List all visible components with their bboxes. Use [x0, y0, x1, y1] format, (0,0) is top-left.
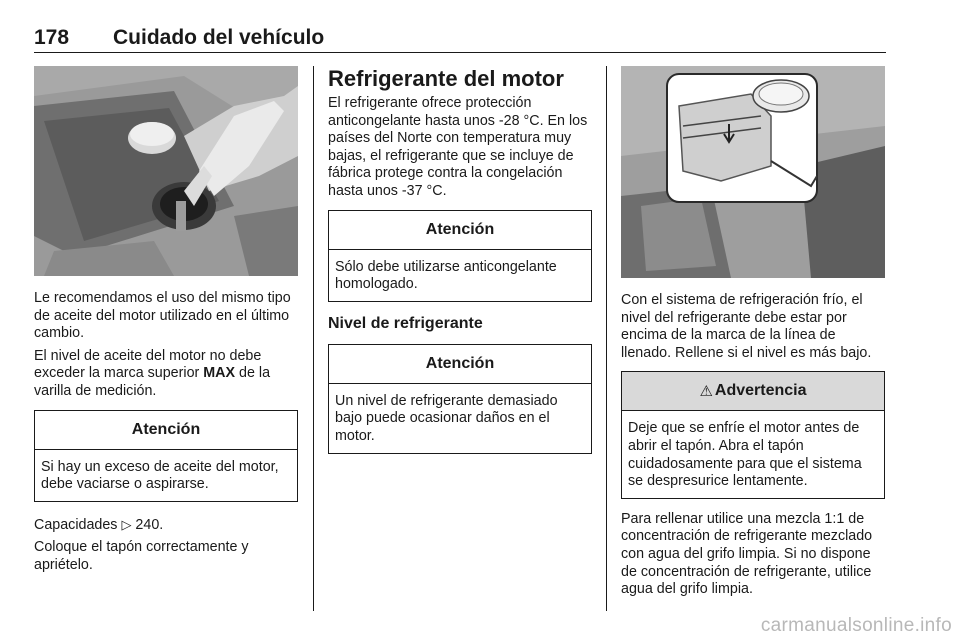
refill-instructions-text: Para rellenar utilice una mezcla 1:1 de concentración de refrigerante mezclado con agua del grifo limpia. Si no dispone de concentración de refrigerante, utilice agua del grifo limpia. — [621, 510, 873, 598]
antifreeze-notice-box — [328, 210, 592, 302]
oil-level-text: El nivel de aceite del motor no debe exceder la marca superior MAX de la varilla de medición. — [34, 347, 271, 399]
coolant-level-notice-box — [328, 344, 592, 454]
cap-instruction-text: Coloque el tapón correctamente y apriételo. — [34, 539, 249, 573]
coolant-reservoir-photo — [621, 66, 885, 278]
warning-title: ⚠ Advertencia — [622, 372, 884, 411]
engine-oil-photo — [34, 66, 298, 276]
antifreeze-notice-title: Atención — [329, 211, 591, 250]
middle-column-text — [328, 66, 596, 454]
right-column-text — [621, 292, 889, 604]
oil-notice-title: Atención — [35, 411, 297, 450]
watermark: carmanualsonline.info — [760, 615, 952, 636]
capacities-text: Capacidades ▷ 240. — [34, 516, 164, 533]
warning-box — [621, 371, 885, 498]
oil-notice-text: Si hay un exceso de aceite del motor, debe vaciarse o aspirarse. — [41, 458, 279, 493]
oil-recommendation-text: Le recomendamos el uso del mismo tipo de aceite del motor utilizado en el último cambio. — [34, 290, 291, 342]
coolant-level-subtitle: Nivel de refrigerante — [328, 314, 483, 332]
max-mark: MAX — [203, 365, 236, 382]
column-divider-right — [606, 66, 607, 611]
oil-notice-box — [34, 410, 298, 502]
chapter-title: Cuidado del vehículo — [113, 26, 325, 49]
page-header — [34, 22, 886, 53]
column-divider-left — [313, 66, 314, 611]
coolant-level-notice-title: Atención — [329, 345, 591, 384]
coolant-intro-text: El refrigerante ofrece protección anticongelante hasta unos -28 °C. En los países del Norte con temperatura muy bajas, el refrigerante que se incluye de fábrica protege contra la congelación hasta unos -37 °C. — [328, 95, 588, 199]
warning-text: Deje que se enfríe el motor antes de abrir el tapón. Abra el tapón cuidadosamente para que el sistema se despresurice lentamente. — [628, 420, 862, 490]
coolant-section-title: Refrigerante del motor — [328, 66, 564, 91]
page-number: 178 — [34, 26, 70, 49]
coolant-level-notice-text: Un nivel de refrigerante demasiado bajo puede ocasionar daños en el motor. — [335, 392, 558, 444]
warning-triangle-icon: ⚠ — [699, 383, 713, 401]
capacities-page-link[interactable]: 240. — [135, 516, 164, 533]
coolant-level-text: Con el sistema de refrigeración frío, el nivel del refrigerante debe estar por encima de la marca de la línea de llenado. Rellene si el nivel es más bajo. — [621, 292, 872, 361]
antifreeze-notice-text: Sólo debe utilizarse anticongelante homologado. — [335, 258, 557, 293]
left-column-text — [34, 290, 300, 580]
page-reference-icon: ▷ — [121, 516, 132, 532]
